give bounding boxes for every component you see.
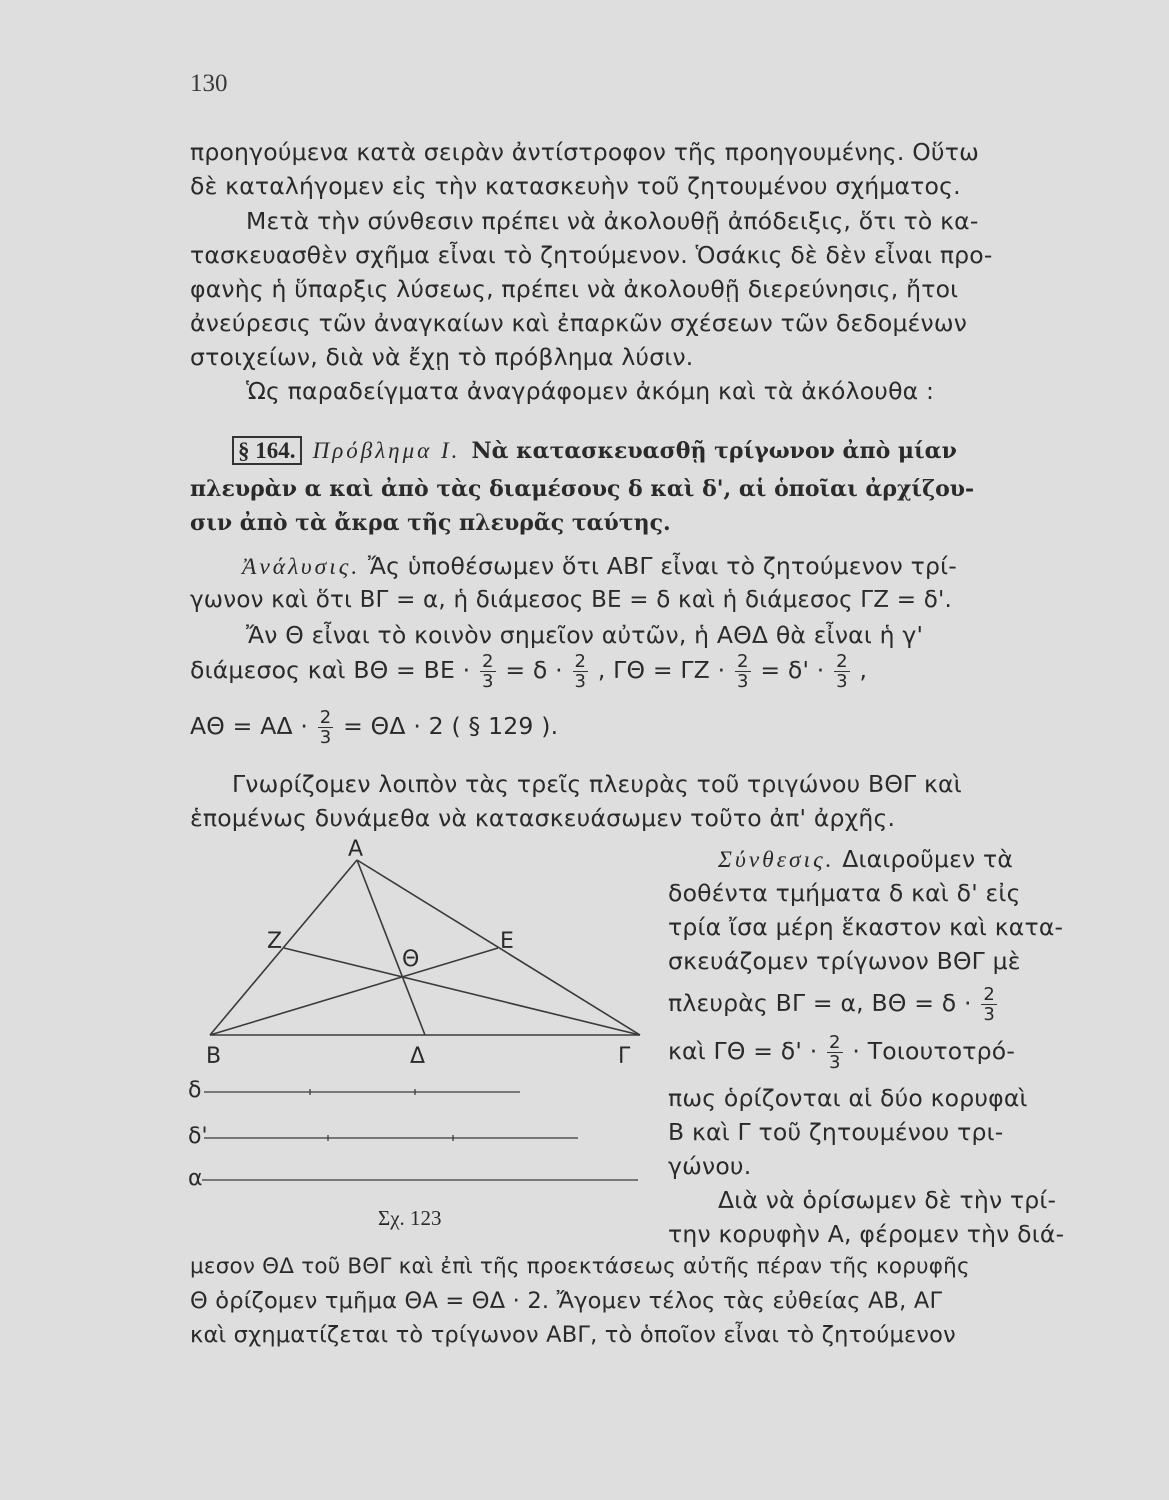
triangle-figure: [180, 830, 660, 1250]
text-line: Μετὰ τὴν σύνθεσιν πρέπει νὰ ἀκολουθῇ ἀπόδειξις, ὅτι τὸ κα-: [246, 207, 979, 235]
side-ab: [210, 860, 357, 1035]
analysis-line: γωνον καὶ ὅτι ΒΓ = α, ἡ διάμεσος ΒΕ = δ καὶ ἡ διάμεσος ΓΖ = δ'.: [190, 587, 953, 613]
fraction: $\frac{2}{3}$: [482, 651, 494, 692]
formula-line: διάμεσος καὶ ΒΘ = ΒΕ · $\frac{2}{3}$ = δ · $\frac{2}{3}$ , ΓΘ = ΓΖ · $\frac{2}{3}$ = δ' · $\frac{2}{3}$ ,: [190, 651, 868, 692]
fraction: $\frac{2}{3}$: [737, 651, 749, 692]
text-line: δὲ καταλήγομεν εἰς τὴν κατασκευὴν τοῦ ζητουμένου σχήματος.: [190, 172, 961, 200]
label-a: Α: [348, 837, 364, 862]
median-gz: [284, 948, 640, 1035]
problem-heading: [232, 438, 957, 464]
fraction: $\frac{2}{3}$: [574, 651, 587, 692]
text-line: προηγούμενα κατὰ σειρὰν ἀντίστροφον τῆς προηγουμένης. Οὕτω: [190, 138, 979, 166]
text-line: Ὡς παραδείγματα ἀναγράφομεν ἀκόμη καὶ τὰ ἀκόλουθα :: [246, 377, 935, 405]
analysis-line: Γνωρίζομεν λοιπὸν τὰς τρεῖς πλευρὰς τοῦ τριγώνου ΒΘΓ καὶ: [232, 770, 962, 798]
problem-label: Πρόβλημα Ι.: [312, 438, 461, 463]
analysis-label: Ἀνάλυσις.: [242, 554, 361, 580]
analysis-line: Ἄν Θ εἶναι τὸ κοινὸν σημεῖον αὐτῶν, ἡ ΑΘΔ θὰ εἶναι ἡ γ': [246, 621, 924, 649]
synthesis-line: καὶ σχηματίζεται τὸ τρίγωνον ΑΒΓ, τὸ ὁποῖον εἶναι τὸ ζητούμενον: [190, 1322, 956, 1348]
segment-label-d-prime: δ': [188, 1124, 208, 1149]
fraction: $\frac{2}{3}$: [836, 651, 848, 692]
section-number: § 164.: [232, 436, 302, 465]
synthesis-line: δοθέντα τμήματα δ καὶ δ' εἰς: [668, 879, 1021, 907]
synthesis-line: καὶ ΓΘ = δ' · $\frac{2}{3}$ · Τοιουτοτρό-: [668, 1032, 1016, 1073]
side-ag: [357, 860, 640, 1035]
label-d: Δ: [410, 1044, 426, 1069]
label-e: Ε: [500, 929, 514, 954]
label-b: Β: [206, 1044, 222, 1069]
synthesis-line: Θ ὁρίζομεν τμῆμα ΘΑ = ΘΔ · 2. Ἄγομεν τέλος τὰς εὐθείας ΑΒ, ΑΓ: [190, 1288, 943, 1314]
segment-label-d: δ: [188, 1078, 202, 1103]
synthesis-label: Σύνθεσις.: [718, 847, 835, 873]
synthesis-line: γώνου.: [668, 1152, 752, 1180]
synthesis-line: τρία ἴσα μέρη ἕκαστον καὶ κατα-: [668, 913, 1064, 941]
synthesis-line: πλευρὰς ΒΓ = α, ΒΘ = δ · $\frac{2}{3}$: [668, 984, 995, 1025]
problem-statement: Νὰ κατασκευασθῇ τρίγωνον ἀπὸ μίαν: [471, 438, 957, 464]
fraction: $\frac{2}{3}$: [319, 707, 332, 748]
label-z: Ζ: [267, 929, 283, 954]
text-line: τασκευασθὲν σχῆμα εἶναι τὸ ζητούμενον. Ὁσάκις δὲ δὲν εἶναι προ-: [190, 241, 993, 269]
fraction: $\frac{2}{3}$: [983, 984, 995, 1025]
analysis-line: ἑπομένως δυνάμεθα νὰ κατασκευάσωμεν τοῦτο ἀπ' ἀρχῆς.: [190, 804, 896, 832]
synthesis-line: πως ὁρίζονται αἱ δύο κορυφαὶ: [668, 1084, 1028, 1112]
text-line: ἀνεύρεσις τῶν ἀναγκαίων καὶ ἐπαρκῶν σχέσεων τῶν δεδομένων: [190, 309, 968, 337]
synthesis-line: Β καὶ Γ τοῦ ζητουμένου τρι-: [668, 1118, 1004, 1146]
text-line: φανὴς ἡ ὕπαρξις λύσεως, πρέπει νὰ ἀκολουθῇ διερεύνησις, ἤτοι: [190, 275, 959, 303]
synthesis-line: την κορυφὴν Α, φέρομεν τὴν διά-: [668, 1220, 1065, 1248]
synthesis-line: σκευάζομεν τρίγωνον ΒΘΓ μὲ: [668, 947, 1021, 975]
synthesis-line: Διὰ νὰ ὁρίσωμεν δὲ τὴν τρί-: [718, 1186, 1057, 1214]
fraction: $\frac{2}{3}$: [829, 1032, 841, 1073]
median-be: [210, 948, 498, 1035]
problem-statement: σιν ἀπὸ τὰ ἄκρα τῆς πλευρᾶς ταύτης.: [190, 510, 671, 536]
label-th: Θ: [402, 947, 420, 972]
problem-statement: πλευρὰν α καὶ ἀπὸ τὰς διαμέσους δ καὶ δ', αἱ ὁποῖαι ἀρχίζου-: [190, 476, 975, 502]
synthesis-line: Σύνθεσις. Διαιροῦμεν τὰ: [718, 845, 1014, 873]
figure-caption: Σχ. 123: [378, 1206, 442, 1230]
page-number: 130: [190, 70, 228, 97]
synthesis-line: μεσον ΘΔ τοῦ ΒΘΓ καὶ ἐπὶ τῆς προεκτάσεως αὐτῆς πέραν τῆς κορυφῆς: [190, 1254, 970, 1279]
analysis-line: Ἀνάλυσις. Ἄς ὑποθέσωμεν ὅτι ΑΒΓ εἶναι τὸ ζητούμενον τρί-: [242, 552, 957, 580]
text-line: στοιχείων, διὰ νὰ ἔχῃ τὸ πρόβλημα λύσιν.: [190, 343, 694, 371]
formula-line: ΑΘ = ΑΔ · $\frac{2}{3}$ = ΘΔ · 2 ( § 129 ).: [190, 707, 559, 748]
segment-label-a: α: [188, 1166, 203, 1191]
label-g: Γ: [618, 1044, 631, 1069]
